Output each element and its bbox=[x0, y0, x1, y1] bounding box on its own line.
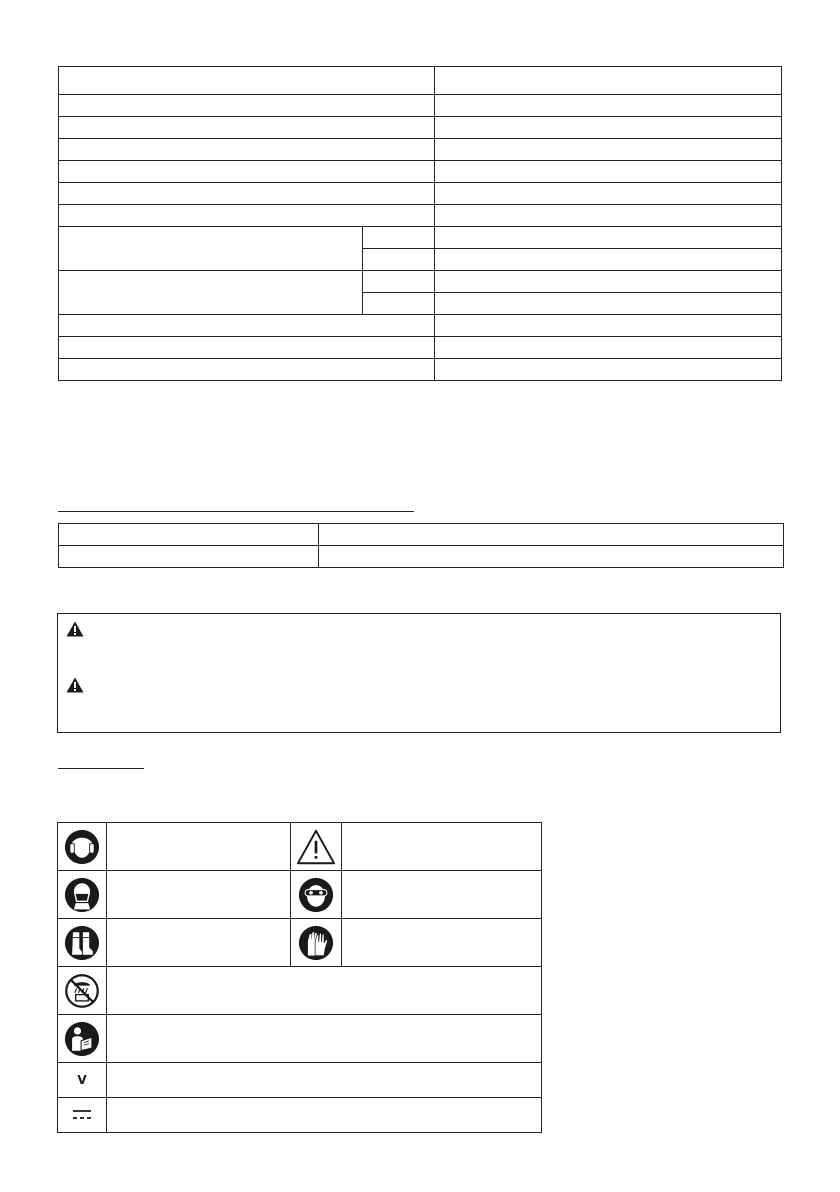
dust-mask-icon bbox=[64, 877, 100, 913]
spec-value-cell bbox=[435, 337, 782, 359]
spec-label-cell bbox=[59, 183, 435, 205]
spec-label-cell bbox=[59, 337, 435, 359]
caution-triangle-icon bbox=[295, 829, 337, 865]
battery-label-cell bbox=[59, 546, 319, 568]
battery-row bbox=[59, 524, 784, 546]
symbol-row bbox=[58, 871, 542, 919]
symbols-heading-underline bbox=[58, 768, 144, 769]
symbol-icon-cell bbox=[291, 823, 342, 871]
symbol-icon-cell bbox=[58, 967, 107, 1015]
spec-label-cell bbox=[59, 359, 435, 381]
spec-value-cell bbox=[435, 117, 782, 139]
read-manual-icon bbox=[64, 1021, 100, 1057]
spec-row bbox=[59, 161, 782, 183]
spec-value-cell bbox=[435, 359, 782, 381]
symbol-description-cell bbox=[342, 823, 542, 871]
symbol-icon-cell bbox=[58, 1098, 107, 1133]
spec-value-cell bbox=[435, 315, 782, 337]
spec-label-cell bbox=[59, 205, 435, 227]
spec-group-label-cell bbox=[59, 271, 363, 315]
spec-sub-label-cell bbox=[363, 293, 435, 315]
specification-table bbox=[58, 66, 782, 381]
spec-row bbox=[59, 183, 782, 205]
battery-row bbox=[59, 546, 784, 568]
symbol-description-cell bbox=[342, 919, 542, 967]
symbol-description-cell bbox=[107, 919, 291, 967]
symbol-icon-cell bbox=[58, 1015, 107, 1063]
spec-sub-label-cell bbox=[363, 249, 435, 271]
direct-current-icon bbox=[71, 1108, 93, 1122]
volts-symbol-icon: V bbox=[77, 1073, 87, 1087]
battery-table bbox=[58, 523, 784, 568]
spec-row bbox=[59, 359, 782, 381]
spec-row bbox=[59, 315, 782, 337]
battery-label-cell bbox=[59, 524, 319, 546]
symbol-row bbox=[58, 823, 542, 871]
battery-value-cell bbox=[319, 546, 784, 568]
symbol-icon-cell bbox=[291, 871, 342, 919]
symbols-table bbox=[57, 822, 542, 1133]
spec-label-cell bbox=[59, 95, 435, 117]
symbol-description-cell bbox=[107, 871, 291, 919]
spec-label-cell bbox=[59, 315, 435, 337]
spec-value-cell bbox=[435, 95, 782, 117]
protective-boots-icon bbox=[64, 925, 100, 961]
spec-label-cell bbox=[59, 139, 435, 161]
battery-value-cell bbox=[319, 524, 784, 546]
symbol-description-cell bbox=[107, 1015, 542, 1063]
warning-triangle-icon bbox=[66, 621, 84, 637]
symbol-description-cell bbox=[107, 823, 291, 871]
spec-row bbox=[59, 337, 782, 359]
symbol-row bbox=[58, 967, 542, 1015]
eye-protection-icon bbox=[298, 877, 334, 913]
spec-row bbox=[59, 205, 782, 227]
no-rain-exposure-icon bbox=[64, 973, 100, 1009]
symbol-row bbox=[58, 1063, 542, 1098]
spec-value-cell bbox=[435, 293, 782, 315]
spec-label-cell bbox=[59, 117, 435, 139]
spec-row bbox=[59, 117, 782, 139]
ear-protection-icon bbox=[64, 829, 100, 865]
symbol-description-cell bbox=[342, 871, 542, 919]
spec-row bbox=[59, 95, 782, 117]
symbol-icon-cell bbox=[291, 919, 342, 967]
spec-header-cell bbox=[59, 67, 435, 95]
symbol-description-cell bbox=[107, 967, 542, 1015]
spec-value-cell bbox=[435, 227, 782, 249]
spec-value-cell bbox=[435, 249, 782, 271]
spec-label-cell bbox=[59, 161, 435, 183]
symbol-icon-cell bbox=[58, 823, 107, 871]
spec-value-cell bbox=[435, 183, 782, 205]
spec-header-cell bbox=[435, 67, 782, 95]
symbol-icon-cell bbox=[58, 919, 107, 967]
symbol-row bbox=[58, 1098, 542, 1133]
spec-sub-label-cell bbox=[363, 271, 435, 293]
protective-gloves-icon bbox=[298, 925, 334, 961]
spec-row bbox=[59, 139, 782, 161]
spec-value-cell bbox=[435, 205, 782, 227]
spec-row bbox=[59, 271, 782, 293]
symbol-row bbox=[58, 1015, 542, 1063]
spec-header-row bbox=[59, 67, 782, 95]
symbol-description-cell bbox=[107, 1098, 542, 1133]
spec-value-cell bbox=[435, 139, 782, 161]
symbol-row bbox=[58, 919, 542, 967]
symbol-description-cell bbox=[107, 1063, 542, 1098]
spec-group-label-cell bbox=[59, 227, 363, 271]
spec-value-cell bbox=[435, 271, 782, 293]
warning-box bbox=[57, 613, 781, 733]
section-heading-underline bbox=[58, 511, 414, 512]
symbol-icon-cell bbox=[58, 871, 107, 919]
spec-sub-label-cell bbox=[363, 227, 435, 249]
spec-value-cell bbox=[435, 161, 782, 183]
spec-row bbox=[59, 227, 782, 249]
warning-triangle-icon bbox=[66, 677, 84, 693]
symbol-icon-cell bbox=[58, 1063, 107, 1098]
